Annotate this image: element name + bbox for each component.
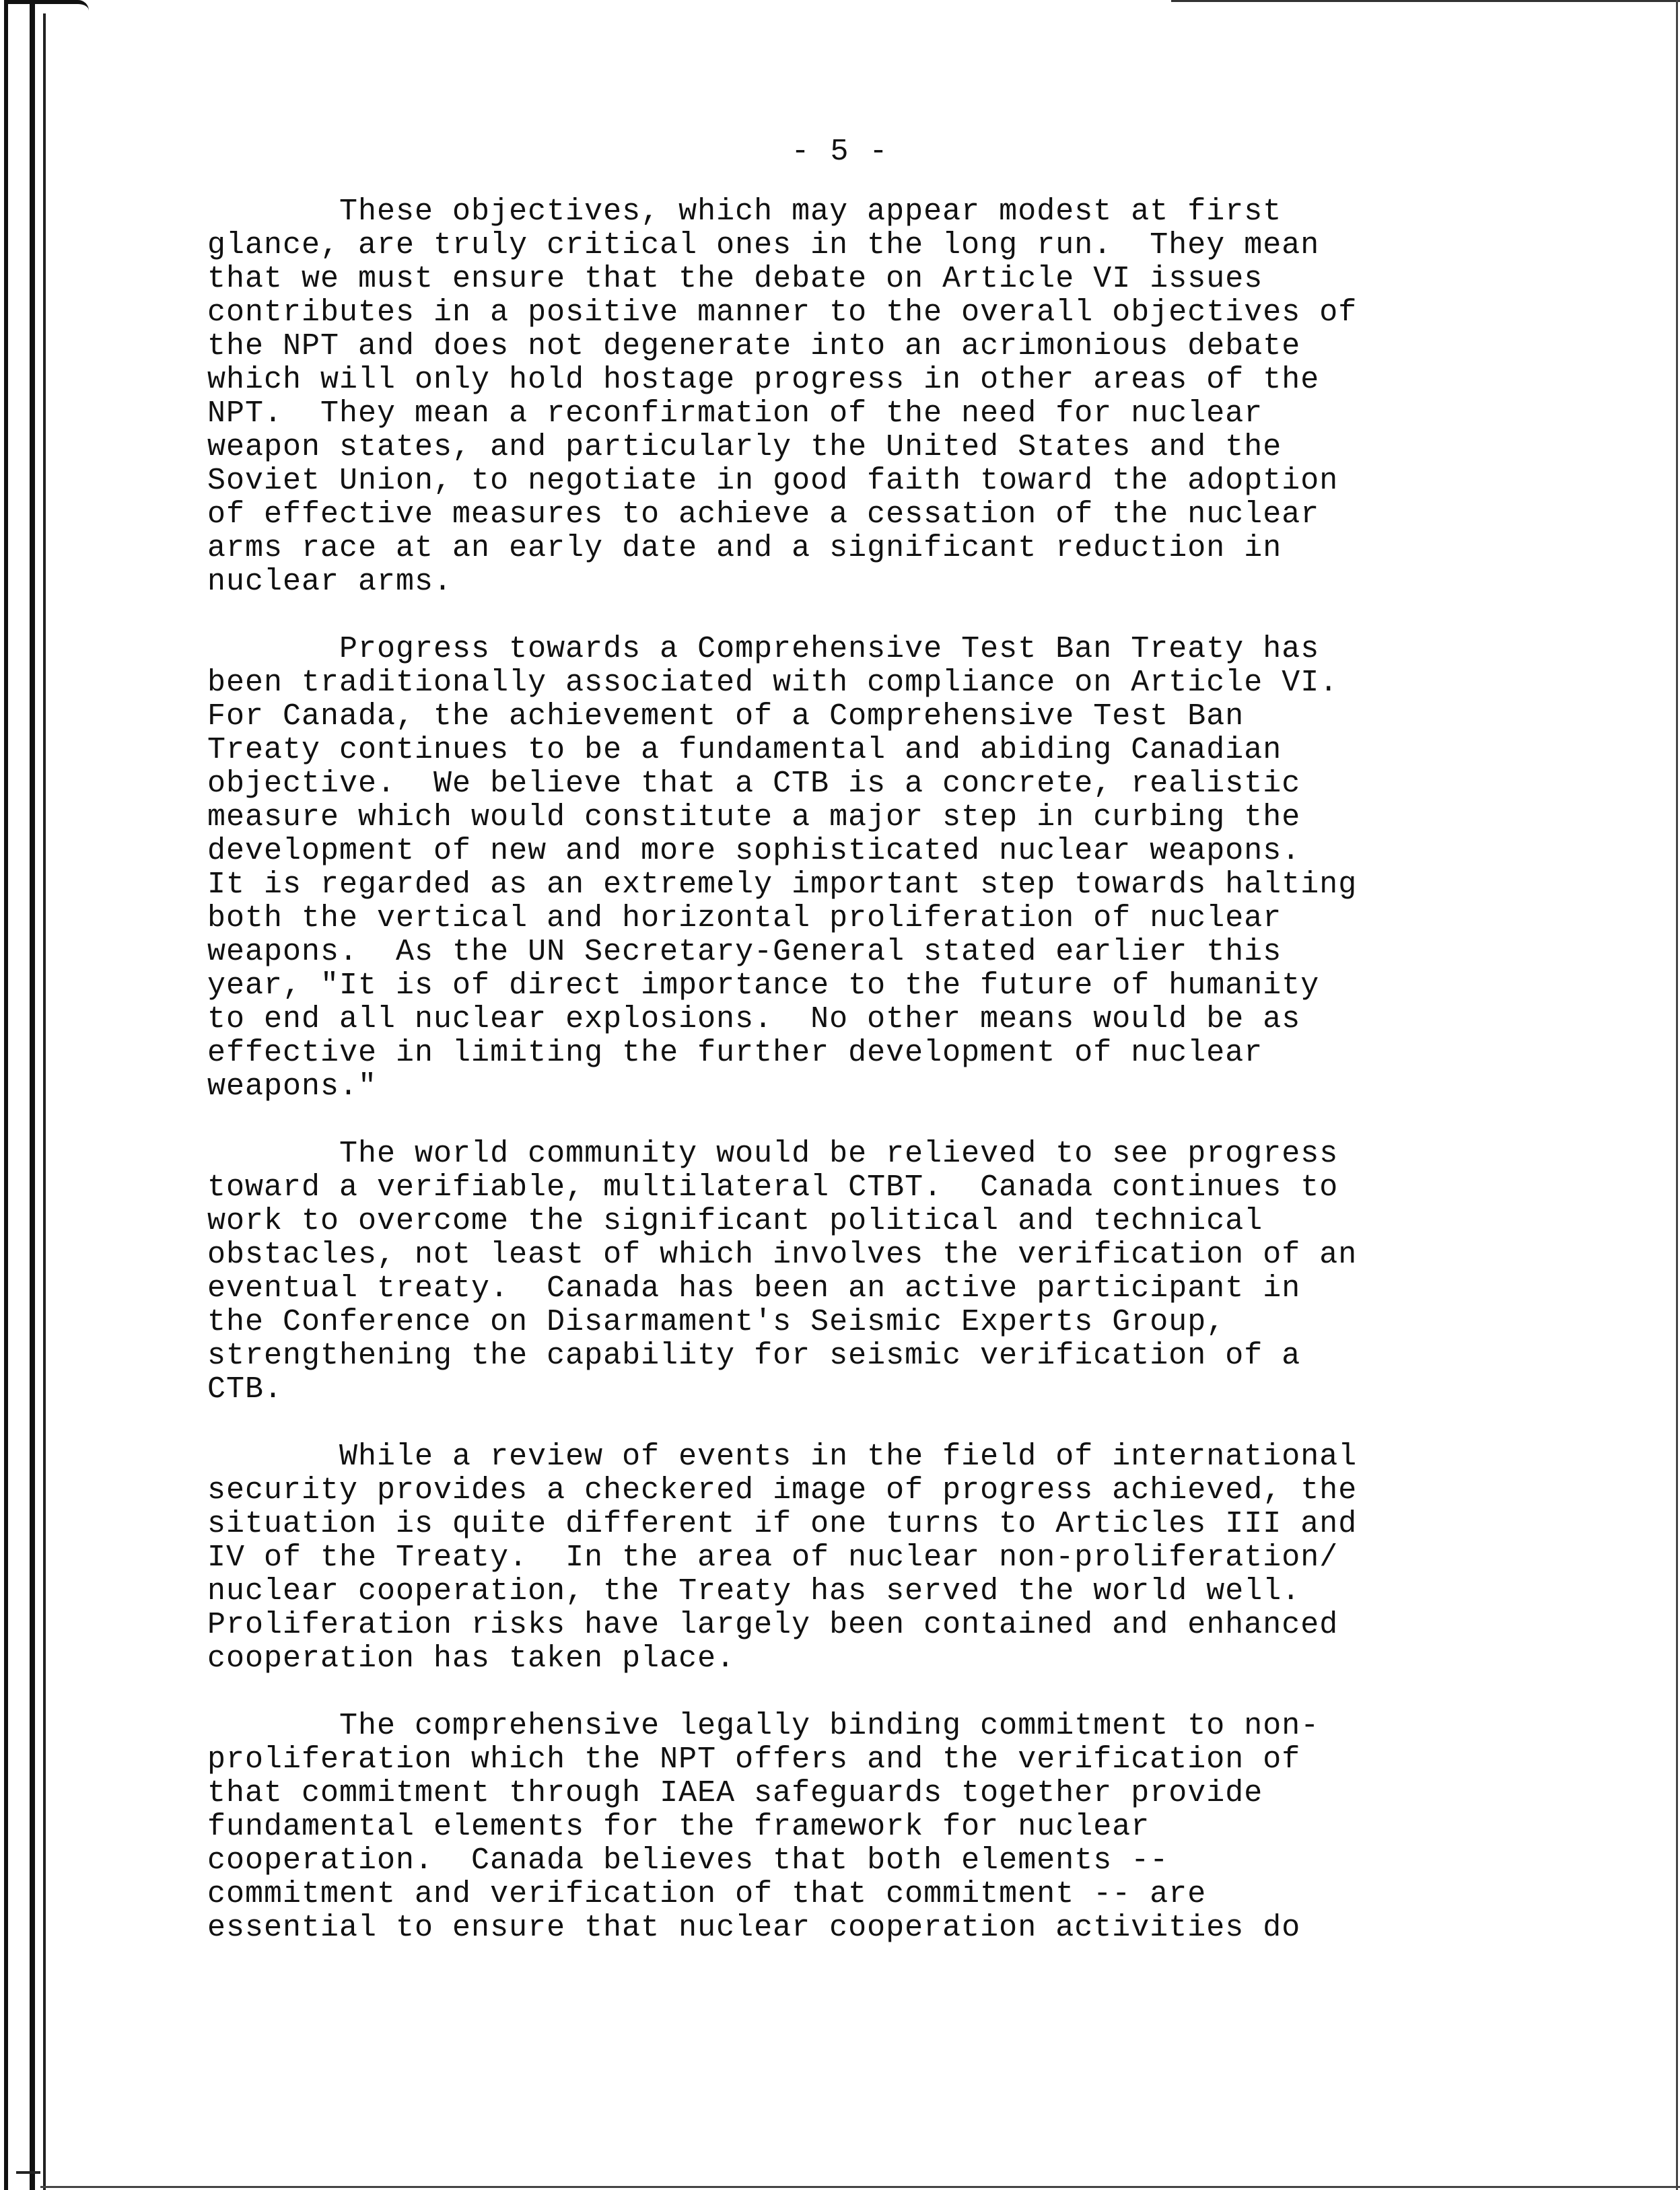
text-line: Treaty continues to be a fundamental and abiding Canadian	[207, 733, 1282, 767]
text-line: The comprehensive legally binding commitment to non-	[207, 1709, 1320, 1743]
text-line: Proliferation risks have largely been contained and enhanced	[207, 1608, 1339, 1642]
text-line: nuclear arms.	[207, 565, 453, 599]
text-line: fundamental elements for the framework for nuclear	[207, 1810, 1150, 1844]
scan-edge-line	[1676, 0, 1678, 2190]
scan-edge-line	[40, 2186, 1680, 2188]
text-line: year, "It is of direct importance to the future of humanity	[207, 968, 1320, 1003]
text-line: CTB.	[207, 1372, 283, 1407]
text-line: of effective measures to achieve a cessation of the nuclear	[207, 497, 1320, 532]
text-line: IV of the Treaty. In the area of nuclear non-proliferation/	[207, 1541, 1339, 1575]
text-line: essential to ensure that nuclear cooperation activities do	[207, 1911, 1301, 1945]
text-line: nuclear cooperation, the Treaty has served the world well.	[207, 1574, 1301, 1609]
paragraph	[207, 1440, 1675, 1676]
text-line: the Conference on Disarmament's Seismic Experts Group,	[207, 1305, 1226, 1339]
text-line: development of new and more sophisticated nuclear weapons.	[207, 834, 1301, 868]
binding-edge-line	[43, 13, 46, 2190]
text-line: These objectives, which may appear modest at first	[207, 195, 1282, 229]
text-line: objective. We believe that a CTB is a concrete, realistic	[207, 767, 1301, 801]
text-line: eventual treaty. Canada has been an active participant in	[207, 1271, 1301, 1306]
paragraph	[207, 1137, 1675, 1407]
text-line: work to overcome the significant political and technical	[207, 1204, 1263, 1238]
text-line: which will only hold hostage progress in other areas of the	[207, 363, 1320, 397]
scan-edge-mark	[16, 2171, 40, 2174]
text-line: arms race at an early date and a significant reduction in	[207, 531, 1282, 565]
text-line: effective in limiting the further development of nuclear	[207, 1036, 1263, 1070]
text-line: the NPT and does not degenerate into an acrimonious debate	[207, 329, 1301, 363]
text-line: proliferation which the NPT offers and the verification of	[207, 1742, 1301, 1777]
text-line: commitment and verification of that commitment -- are	[207, 1877, 1207, 1911]
scan-edge-line	[1171, 0, 1680, 2]
paragraph	[207, 1709, 1675, 1945]
text-line: both the vertical and horizontal proliferation of nuclear	[207, 901, 1282, 935]
text-line: It is regarded as an extremely important step towards halting	[207, 868, 1358, 902]
text-line: measure which would constitute a major step in curbing the	[207, 800, 1301, 835]
paragraph	[207, 195, 1675, 599]
binding-edge-line	[4, 0, 8, 2190]
text-line: been traditionally associated with compliance on Article VI.	[207, 666, 1339, 700]
text-line: toward a verifiable, multilateral CTBT. Canada continues to	[207, 1170, 1339, 1205]
text-line: that we must ensure that the debate on Article VI issues	[207, 262, 1263, 296]
text-line: weapons."	[207, 1069, 378, 1104]
text-line: NPT. They mean a reconfirmation of the need for nuclear	[207, 396, 1263, 431]
text-line: cooperation has taken place.	[207, 1641, 736, 1676]
text-line: The world community would be relieved to see progress	[207, 1137, 1339, 1171]
text-line: contributes in a positive manner to the overall objectives of	[207, 295, 1358, 330]
paragraph	[207, 633, 1675, 1104]
text-line: weapon states, and particularly the United States and the	[207, 430, 1282, 464]
text-line: that commitment through IAEA safeguards together provide	[207, 1776, 1263, 1810]
text-line: While a review of events in the field of international	[207, 1440, 1358, 1474]
text-line: cooperation. Canada believes that both elements --	[207, 1843, 1169, 1878]
binding-edge-line	[30, 0, 35, 2190]
text-line: situation is quite different if one turns to Articles III and	[207, 1507, 1358, 1541]
text-line: Soviet Union, to negotiate in good faith toward the adoption	[207, 464, 1339, 498]
text-line: strengthening the capability for seismic verification of a	[207, 1339, 1301, 1373]
text-line: to end all nuclear explosions. No other means would be as	[207, 1002, 1301, 1036]
text-line: Progress towards a Comprehensive Test Ban Treaty has	[207, 632, 1320, 666]
text-line: obstacles, not least of which involves the verification of an	[207, 1238, 1358, 1272]
page-number: - 5 -	[791, 135, 889, 169]
body-text	[207, 195, 1675, 1979]
text-line: For Canada, the achievement of a Comprehensive Test Ban	[207, 699, 1245, 734]
text-line: glance, are truly critical ones in the long run. They mean	[207, 228, 1320, 262]
text-line: security provides a checkered image of progress achieved, the	[207, 1473, 1358, 1508]
binding-hook-mark	[8, 0, 89, 11]
text-line: weapons. As the UN Secretary-General stated earlier this	[207, 935, 1282, 969]
